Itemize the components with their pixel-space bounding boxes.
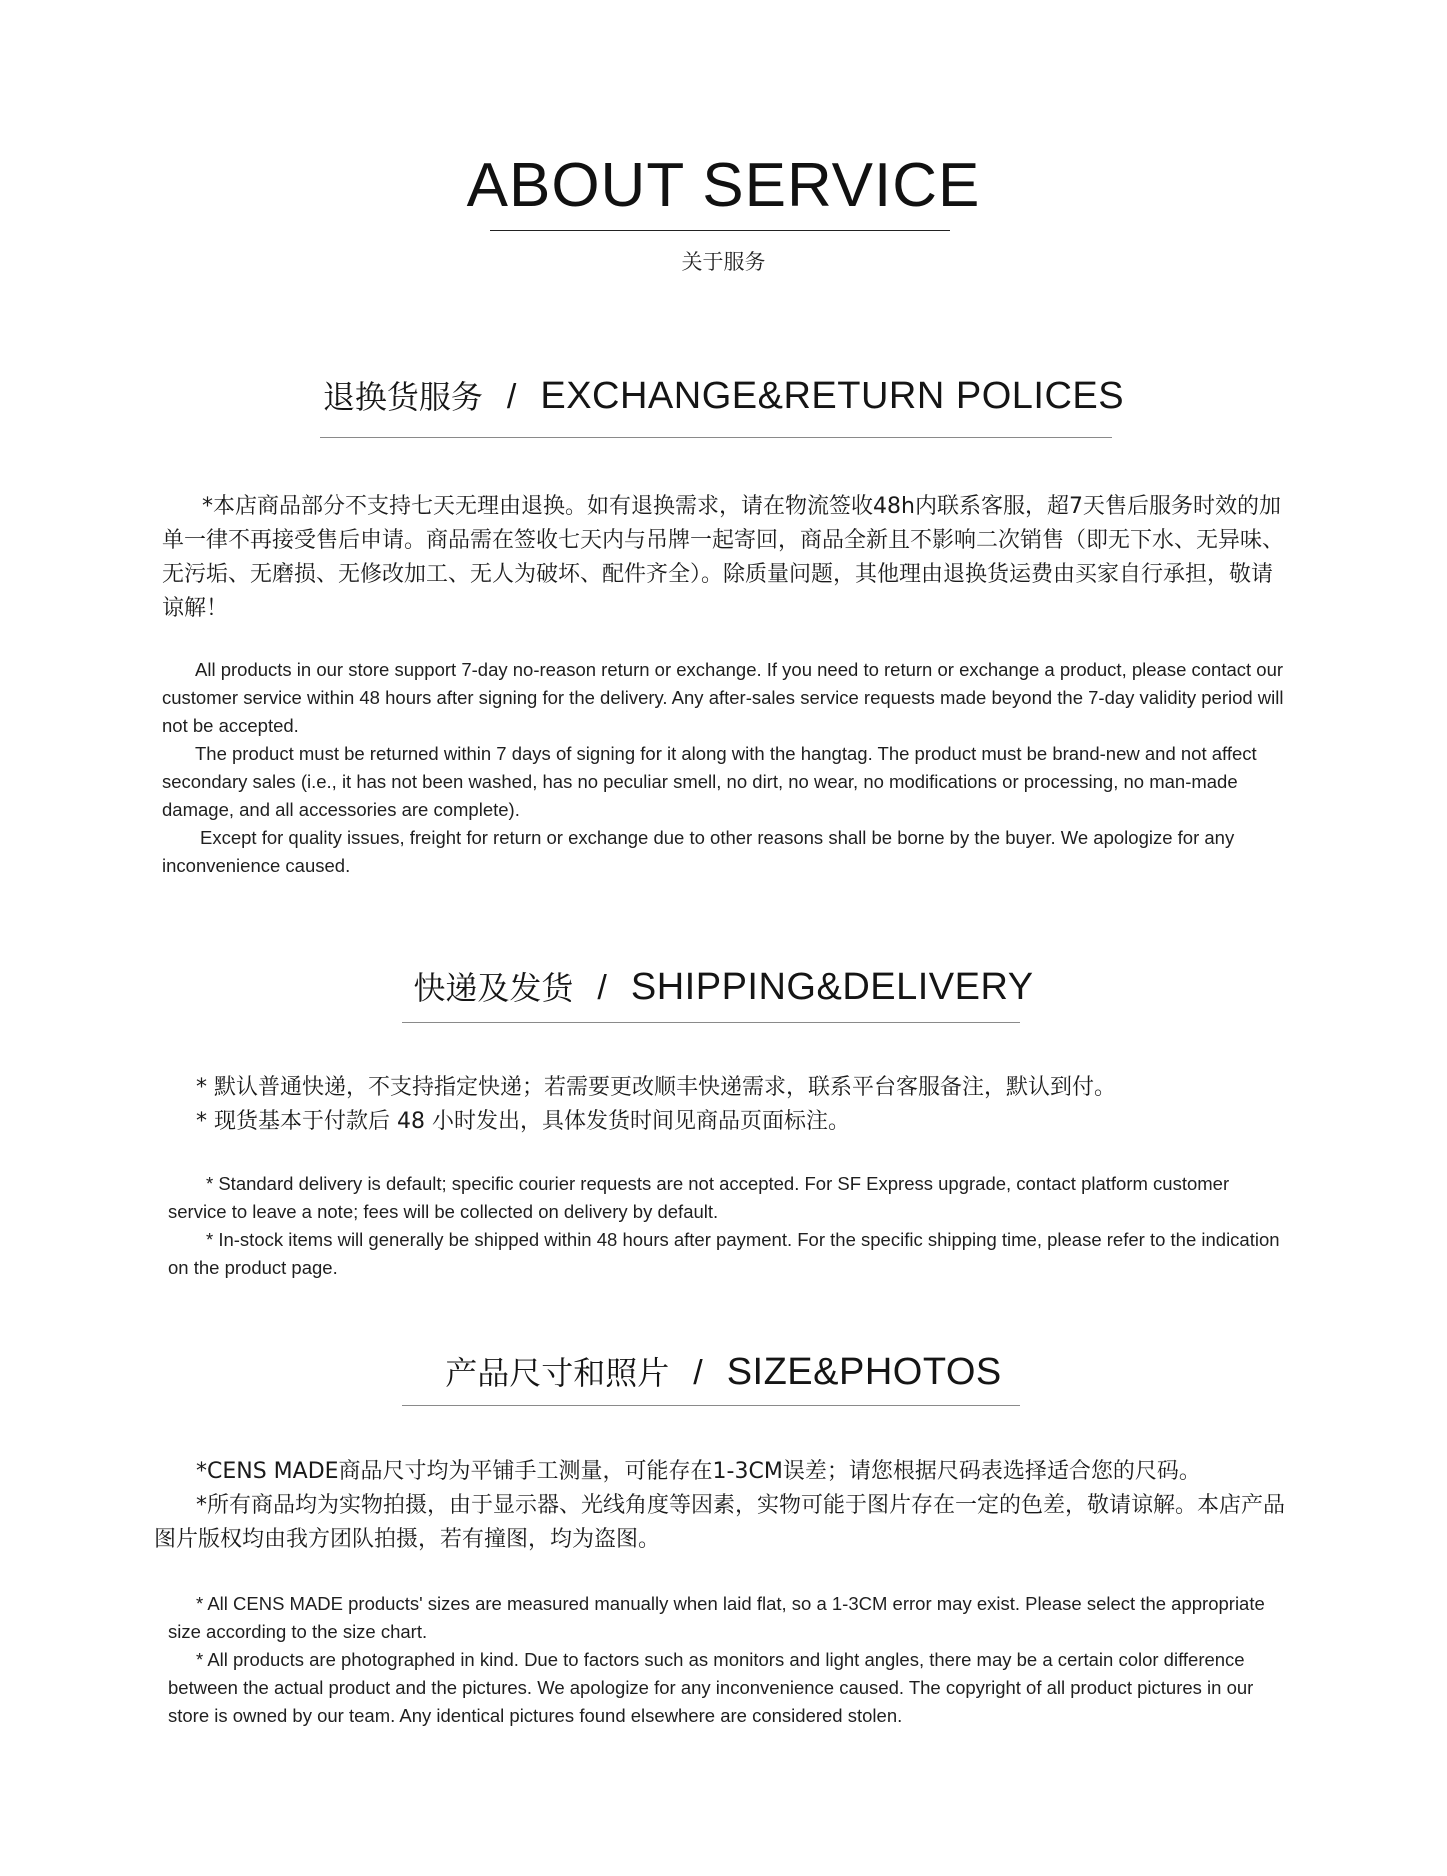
paragraph-cn: *所有商品均为实物拍摄，由于显示器、光线角度等因素，实物可能于图片存在一定的色差，敬请谅解。本店产品图片版权均由我方团队拍摄，若有撞图，均为盗图。 [154,1493,1286,1552]
policy-text-en [162,656,1287,880]
shipping-text-cn [162,1071,1287,1139]
heading-separator: / [693,1354,703,1392]
paragraph-en: * All products are photographed in kind. Due to factors such as monitors and light angles, there may be a certain color difference between the actual product and the pictures. We apologize for any inconvenience caused. The copyright of all product pictures in our store is owned by our team. Any identical pictures found elsewhere are considered stolen. [168,1649,1254,1726]
section-title-en: SHIPPING&DELIVERY [630,966,1034,1008]
paragraph-en: All products in our store support 7-day no-reason return or exchange. If you need to return or exchange a product, please contact our customer service within 48 hours after signing for the delivery. Any after-sales service requests made beyond the 7-day validity period will not be accepted. [162,659,1284,736]
page-title: ABOUT SERVICE [466,151,981,220]
section-title-cn: 产品尺寸和照片 [445,1354,670,1392]
paragraph-cn: * 默认普通快递，不支持指定快递；若需要更改顺丰快递需求，联系平台客服备注，默认到付。 [196,1075,1116,1100]
policy-text-cn [162,490,1287,626]
size-text-en [168,1590,1290,1730]
section-title-en: EXCHANGE&RETURN POLICES [540,375,1125,417]
paragraph-en: Except for quality issues, freight for return or exchange due to other reasons shall be borne by the buyer. We apologize for any inconvenience caused. [162,827,1235,876]
section-title-cn: 快递及发货 [413,969,574,1007]
section-title-cn: 退换货服务 [322,378,483,416]
paragraph-cn: *本店商品部分不支持七天无理由退换。如有退换需求，请在物流签收48h内联系客服，超7天售后服务时效的加 单一律不再接受售后申请。商品需在签收七天内与吊牌一起寄回，商品全新且不影响二次销售（即无下水、无异味、无污垢、无磨损、无修改加工、无人为破坏、配件齐全）。除质量问题，其他理由退换货运费由买家自行承担，敬请谅解！ [162,494,1285,621]
heading-separator: / [506,378,517,416]
paragraph-cn: * 现货基本于付款后 48 小时发出，具体发货时间见商品页面标注。 [196,1109,850,1134]
heading-separator: / [597,969,607,1007]
section-title-en: SIZE&PHOTOS [726,1351,1002,1393]
paragraph-en: * All CENS MADE products' sizes are measured manually when laid flat, so a 1-3CM error may exist. Please select the appropriate size according to the size chart. [168,1593,1265,1642]
section-divider [402,1022,1020,1023]
paragraph-cn: *CENS MADE商品尺寸均为平铺手工测量，可能存在1-3CM误差；请您根据尺码表选择适合您的尺码。 [196,1459,1201,1484]
section-divider [402,1405,1020,1406]
page-subtitle: 关于服务 [681,250,766,274]
size-text-cn [154,1455,1294,1557]
paragraph-en: * In-stock items will generally be shipped within 48 hours after payment. For the specific shipping time, please refer to the indication on the product page. [168,1229,1280,1278]
paragraph-en: * Standard delivery is default; specific courier requests are not accepted. For SF Express upgrade, contact platform customer service to leave a note; fees will be collected on delivery by default. [168,1173,1230,1222]
section-heading-size-photos [0,1348,1447,1394]
section-heading-shipping-delivery [0,963,1447,1009]
shipping-text-en [168,1170,1290,1282]
title-underline [490,230,950,231]
paragraph-en: The product must be returned within 7 days of signing for it along with the hangtag. The product must be brand-new and not affect secondary sales (i.e., it has not been washed, has no peculiar smell, no dirt, no wear, no modifications or processing, no man-made damage, and all accessories are complete). [162,743,1257,820]
section-heading-exchange-return [0,372,1447,418]
section-divider [320,437,1112,438]
